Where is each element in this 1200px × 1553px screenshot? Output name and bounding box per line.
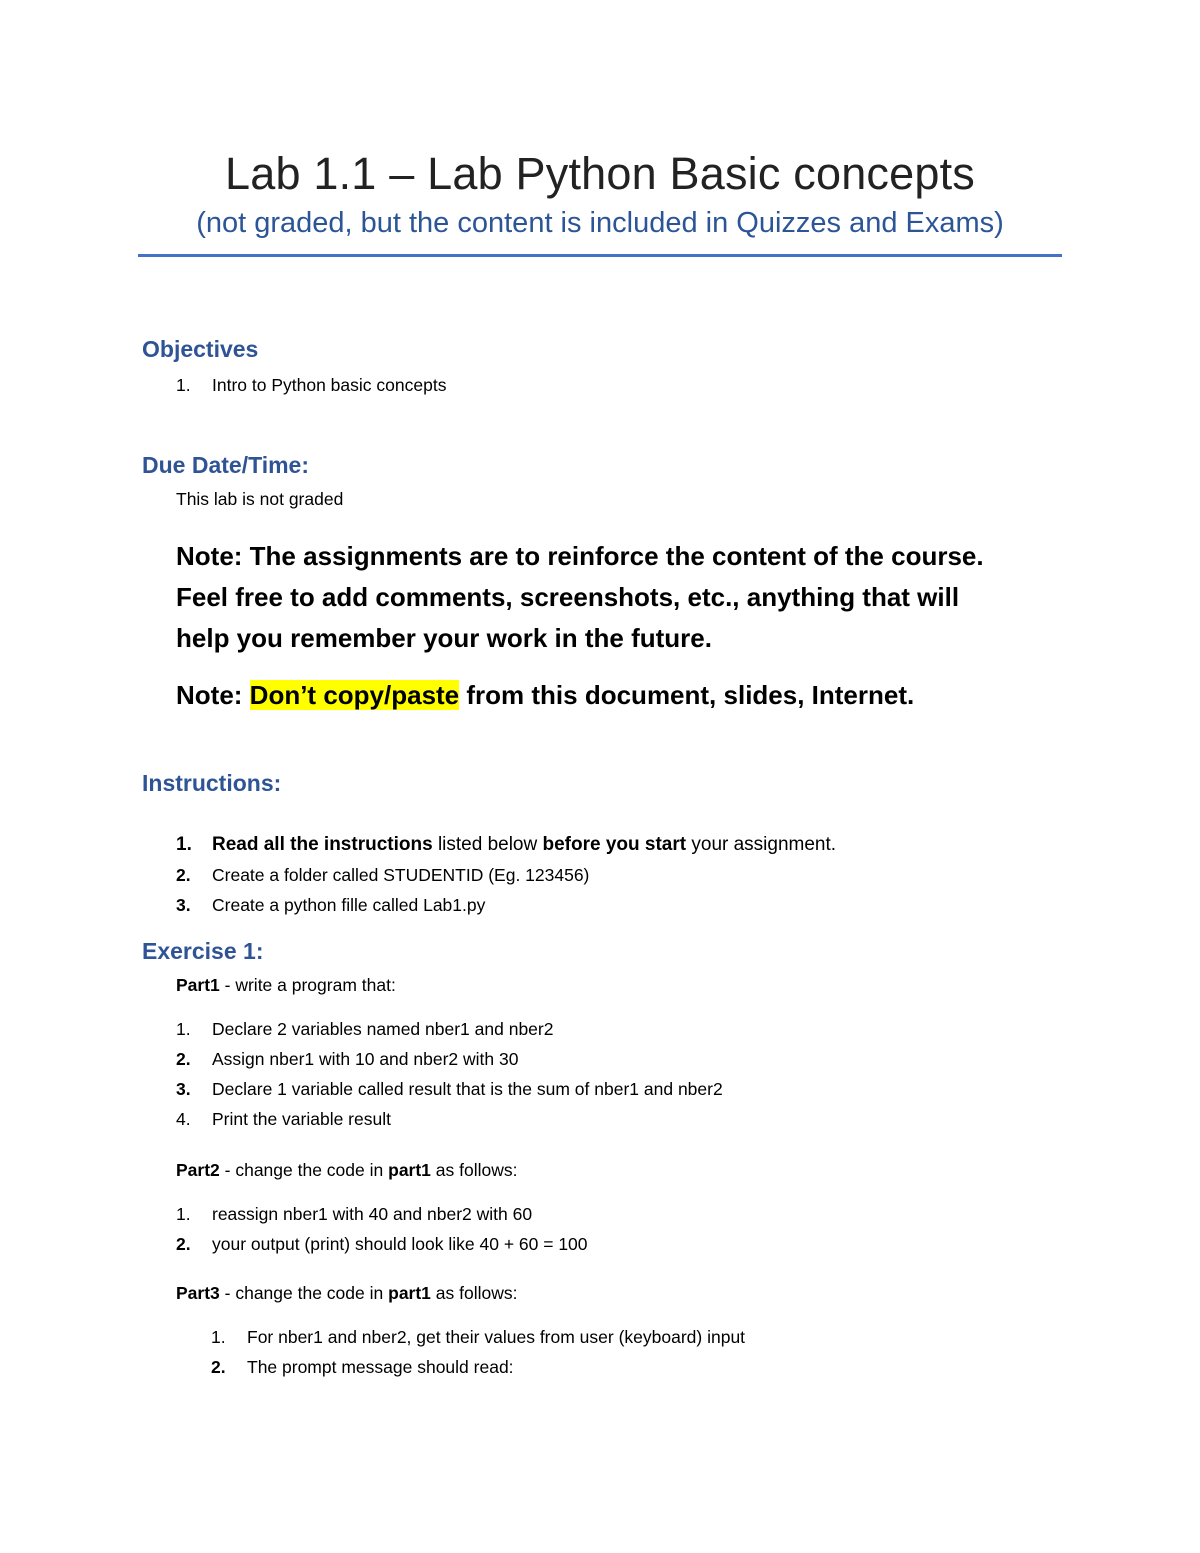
list-item xyxy=(176,1104,723,1134)
page-subtitle: (not graded, but the content is included in Quizzes and Exams) xyxy=(196,207,1004,239)
objectives-list xyxy=(176,370,447,400)
instructions-list xyxy=(176,830,837,920)
list-text: Declare 1 variable called result that is the sum of nber1 and nber2 xyxy=(212,1079,723,1099)
list-item xyxy=(176,860,836,890)
bold-text: Read all the instructions xyxy=(212,834,433,855)
list-text: Create a python fille called Lab1.py xyxy=(212,895,486,915)
part1-intro xyxy=(176,975,396,996)
list-text: For nber1 and nber2, get their values from user (keyboard) input xyxy=(247,1327,746,1347)
list-number: 1. xyxy=(211,1327,226,1347)
list-number: 2. xyxy=(176,865,191,885)
list-item xyxy=(176,890,836,920)
note-text: The assignments are to reinforce the content of the course. xyxy=(249,541,984,571)
list-text: The prompt message should read: xyxy=(247,1357,514,1377)
list-text: your assignment. xyxy=(691,834,837,855)
part-intro-text: - change the code in xyxy=(224,1160,384,1180)
list-item xyxy=(211,1322,746,1352)
list-number: 2. xyxy=(176,1049,191,1069)
list-number: 2. xyxy=(176,1234,191,1254)
list-item xyxy=(176,1074,723,1104)
part-reference: part1 xyxy=(388,1160,431,1180)
due-date-heading: Due Date/Time: xyxy=(142,452,310,478)
list-item xyxy=(176,1014,723,1044)
page-title: Lab 1.1 – Lab Python Basic concepts xyxy=(224,148,975,199)
list-text: Assign nber1 with 10 and nber2 with 30 xyxy=(212,1049,519,1069)
highlighted-text: Don’t copy/paste xyxy=(249,680,460,710)
part-intro-text: - write a program that: xyxy=(224,975,396,995)
list-number: 1. xyxy=(176,1204,191,1224)
part-reference: part1 xyxy=(388,1283,431,1303)
list-item xyxy=(176,370,447,400)
part-label: Part3 xyxy=(176,1283,220,1303)
list-number: 4. xyxy=(176,1109,191,1129)
list-text: Print the variable result xyxy=(212,1109,391,1129)
part-label: Part2 xyxy=(176,1160,220,1180)
list-text: Intro to Python basic concepts xyxy=(212,375,447,395)
list-text: listed below xyxy=(437,834,538,855)
note-reinforce xyxy=(176,536,984,659)
list-item xyxy=(176,830,837,860)
part-intro-text: as follows: xyxy=(435,1283,518,1303)
list-text: reassign nber1 with 40 and nber2 with 60 xyxy=(212,1204,533,1224)
part-intro-text: as follows: xyxy=(435,1160,518,1180)
list-item xyxy=(211,1352,745,1382)
title-divider xyxy=(138,254,1062,257)
list-number: 1. xyxy=(176,834,192,855)
list-number: 1. xyxy=(176,1019,191,1039)
list-text: Create a folder called STUDENTID (Eg. 123456) xyxy=(212,865,590,885)
part2-intro xyxy=(176,1160,518,1181)
list-item xyxy=(176,1229,588,1259)
exercise1-heading: Exercise 1: xyxy=(142,938,264,964)
list-item xyxy=(176,1199,588,1229)
note-text: Feel free to add comments, screenshots, etc., anything that will xyxy=(176,582,960,612)
part-intro-text: - change the code in xyxy=(224,1283,384,1303)
list-text: your output (print) should look like 40 + 60 = 100 xyxy=(212,1234,588,1254)
objectives-heading: Objectives xyxy=(142,336,259,362)
list-item xyxy=(176,1044,723,1074)
part3-intro xyxy=(176,1283,518,1304)
due-date-text: This lab is not graded xyxy=(176,489,344,509)
instructions-heading: Instructions: xyxy=(142,770,282,796)
note-text: help you remember your work in the future. xyxy=(176,623,712,653)
list-number: 1. xyxy=(176,375,191,395)
bold-text: before you start xyxy=(542,834,687,855)
part2-list xyxy=(176,1199,588,1259)
part1-list xyxy=(176,1014,723,1134)
list-text: Declare 2 variables named nber1 and nber2 xyxy=(212,1019,554,1039)
list-number: 2. xyxy=(211,1357,226,1377)
part-label: Part1 xyxy=(176,975,220,995)
note-label: Note: xyxy=(176,680,243,710)
part3-list xyxy=(211,1322,746,1382)
list-number: 3. xyxy=(176,1079,191,1099)
note-label: Note: xyxy=(176,541,243,571)
note-no-copy xyxy=(176,675,914,716)
note-text: from this document, slides, Internet. xyxy=(466,680,915,710)
list-number: 3. xyxy=(176,895,191,915)
